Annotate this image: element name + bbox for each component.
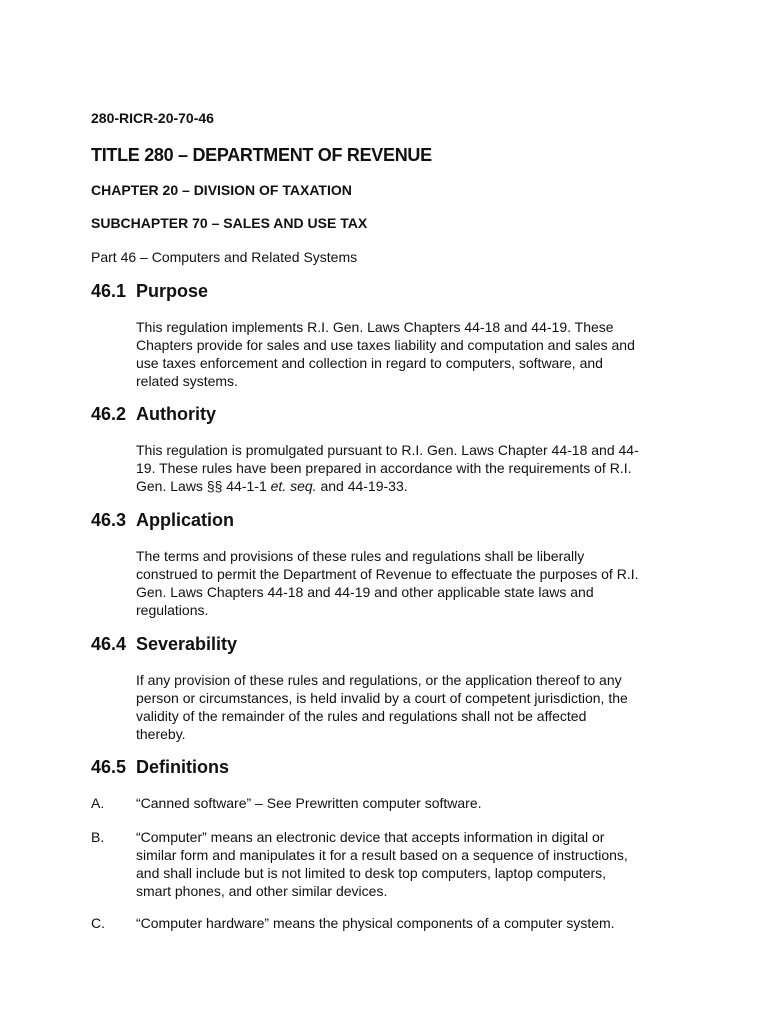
paragraph-line: If any provision of these rules and regulations, or the application thereof to any [136, 672, 622, 688]
definition-line: “Canned software” – See Prewritten computer software. [136, 795, 482, 811]
italic-citation: et. seq. [270, 478, 317, 494]
document-identifier: 280-RICR-20-70-46 [91, 110, 214, 126]
definition-text [136, 914, 681, 932]
section-heading-purpose [91, 281, 208, 302]
paragraph-line: 19. These rules have been prepared in accordance with the requirements of R.I. [136, 460, 632, 476]
section-heading-application [91, 510, 234, 531]
definition-text [136, 794, 681, 812]
definition-line: similar form and manipulates it for a result based on a sequence of instructions, [136, 847, 628, 863]
definition-letter: B. [91, 829, 105, 845]
paragraph-line: The terms and provisions of these rules and regulations shall be liberally [136, 548, 585, 564]
definition-item-c [91, 914, 681, 932]
definition-text [136, 828, 681, 900]
definition-letter: A. [91, 795, 105, 811]
paragraph-line: This regulation implements R.I. Gen. Laws Chapters 44-18 and 44-19. These [136, 319, 614, 335]
section-title: Purpose [136, 281, 209, 301]
paragraph-line: This regulation is promulgated pursuant to R.I. Gen. Laws Chapter 44-18 and 44- [136, 442, 639, 458]
paragraph-line: thereby. [136, 726, 186, 742]
definition-item-a [91, 794, 681, 812]
section-title: Authority [136, 404, 216, 424]
section-title: Definitions [136, 757, 229, 777]
title-heading: TITLE 280 – DEPARTMENT OF REVENUE [91, 145, 432, 165]
subchapter-heading: SUBCHAPTER 70 – SALES AND USE TAX [91, 215, 368, 231]
definition-line: smart phones, and other similar devices. [136, 883, 388, 899]
section-number: 46.5 [91, 757, 127, 777]
section-body-application [136, 547, 681, 619]
section-heading-definitions [91, 757, 229, 778]
definition-item-b [91, 828, 681, 900]
section-heading-authority [91, 404, 216, 425]
chapter-heading: CHAPTER 20 – DIVISION OF TAXATION [91, 182, 352, 198]
paragraph-line [136, 477, 681, 495]
paragraph-line: validity of the remainder of the rules and regulations shall not be affected [136, 708, 587, 724]
paragraph-line: construed to permit the Department of Revenue to effectuate the purposes of R.I. [136, 566, 639, 582]
section-heading-severability [91, 634, 237, 655]
definition-line: “Computer” means an electronic device that accepts information in digital or [136, 829, 605, 845]
paragraph-line: Gen. Laws Chapters 44-18 and 44-19 and other applicable state laws and [136, 584, 594, 600]
section-number: 46.4 [91, 634, 127, 654]
paragraph-line: person or circumstances, is held invalid by a court of competent jurisdiction, the [136, 690, 628, 706]
definition-letter: C. [91, 915, 105, 931]
paragraph-line: related systems. [136, 373, 238, 389]
citation-text-end: and 44-19-33. [316, 478, 408, 494]
section-number: 46.1 [91, 281, 127, 301]
paragraph-line: use taxes enforcement and collection in regard to computers, software, and [136, 355, 603, 371]
definition-line: “Computer hardware” means the physical components of a computer system. [136, 915, 615, 931]
paragraph-line: Chapters provide for sales and use taxes liability and computation and sales and [136, 337, 635, 353]
citation-text: Gen. Laws §§ 44-1-1 [136, 478, 271, 494]
section-number: 46.3 [91, 510, 127, 530]
section-title: Application [136, 510, 234, 530]
section-body-severability [136, 671, 681, 743]
section-number: 46.2 [91, 404, 127, 424]
section-body-purpose [136, 318, 681, 390]
definition-line: and shall include but is not limited to desk top computers, laptop computers, [136, 865, 607, 881]
paragraph-line: regulations. [136, 602, 209, 618]
part-heading: Part 46 – Computers and Related Systems [91, 249, 358, 265]
section-title: Severability [136, 634, 238, 654]
section-body-authority [136, 441, 681, 495]
